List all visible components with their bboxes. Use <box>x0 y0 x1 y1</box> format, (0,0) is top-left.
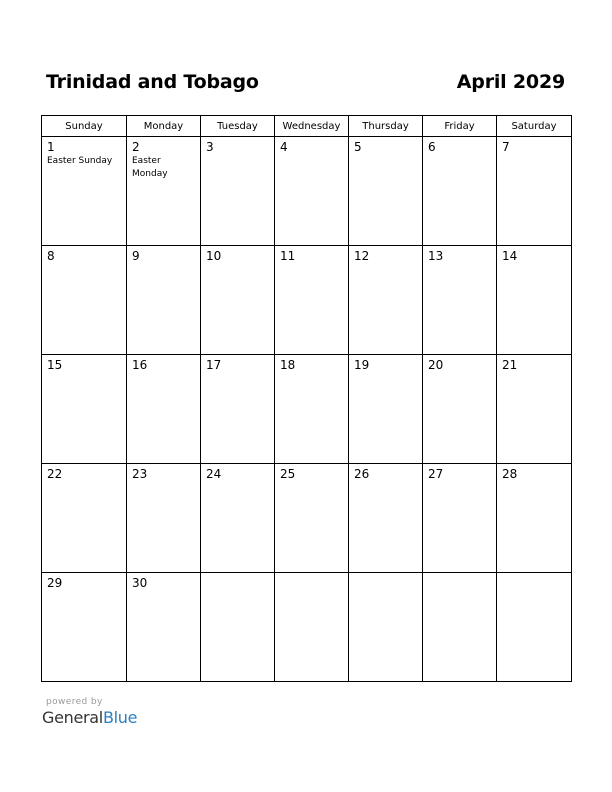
weekday-header: Wednesday <box>275 116 349 137</box>
day-number: 26 <box>354 467 370 481</box>
holiday-label: Easter Sunday <box>47 156 113 166</box>
day-number: 22 <box>47 467 63 481</box>
weekday-header: Saturday <box>497 116 572 137</box>
day-number: 20 <box>428 358 444 372</box>
day-cell <box>349 573 423 682</box>
day-cell <box>275 137 349 246</box>
holiday-label: Easter Monday <box>132 156 168 179</box>
day-cell <box>201 464 275 573</box>
day-number: 4 <box>280 140 288 154</box>
day-number: 8 <box>47 249 55 263</box>
day-number: 16 <box>132 358 148 372</box>
day-cell <box>275 573 349 682</box>
day-cell <box>127 573 201 682</box>
day-cell <box>497 464 572 573</box>
country-title: Trinidad and Tobago <box>46 71 259 93</box>
day-number: 7 <box>502 140 510 154</box>
day-number: 15 <box>47 358 63 372</box>
day-number: 30 <box>132 576 148 590</box>
day-number: 3 <box>206 140 214 154</box>
month-title: April 2029 <box>456 71 565 93</box>
day-cell <box>423 246 497 355</box>
day-cell <box>201 573 275 682</box>
day-number: 24 <box>206 467 222 481</box>
day-number: 13 <box>428 249 444 263</box>
weekday-header: Tuesday <box>201 116 275 137</box>
day-cell <box>42 137 127 246</box>
day-number: 23 <box>132 467 148 481</box>
day-number: 28 <box>502 467 518 481</box>
day-cell <box>497 246 572 355</box>
day-cell <box>201 355 275 464</box>
day-cell <box>201 137 275 246</box>
day-number: 10 <box>206 249 222 263</box>
day-number: 18 <box>280 358 296 372</box>
day-cell <box>349 355 423 464</box>
day-cell <box>349 464 423 573</box>
brand-part2: Blue <box>102 708 138 727</box>
day-cell <box>497 137 572 246</box>
day-cell <box>42 355 127 464</box>
brand-part1: General <box>42 708 103 727</box>
powered-by-label: powered by <box>46 697 103 707</box>
day-cell <box>42 246 127 355</box>
week-row <box>42 573 572 682</box>
day-cell <box>423 137 497 246</box>
week-row <box>42 355 572 464</box>
day-cell <box>423 573 497 682</box>
day-cell <box>42 464 127 573</box>
generalblue-logo[interactable] <box>42 708 137 727</box>
day-cell <box>127 246 201 355</box>
week-row <box>42 137 572 246</box>
day-number: 25 <box>280 467 296 481</box>
day-cell <box>423 464 497 573</box>
day-number: 12 <box>354 249 370 263</box>
day-cell <box>423 355 497 464</box>
day-cell <box>275 355 349 464</box>
day-number: 1 <box>47 140 55 154</box>
day-number: 11 <box>280 249 296 263</box>
day-number: 9 <box>132 249 140 263</box>
week-row <box>42 464 572 573</box>
day-number: 19 <box>354 358 370 372</box>
day-cell <box>201 246 275 355</box>
calendar-grid <box>41 115 572 682</box>
day-number: 6 <box>428 140 436 154</box>
day-cell <box>497 573 572 682</box>
day-number: 14 <box>502 249 518 263</box>
day-number: 21 <box>502 358 518 372</box>
day-cell <box>349 246 423 355</box>
week-row <box>42 246 572 355</box>
day-cell <box>127 137 201 246</box>
day-cell <box>127 464 201 573</box>
day-number: 27 <box>428 467 444 481</box>
weekday-header: Thursday <box>349 116 423 137</box>
day-number: 17 <box>206 358 222 372</box>
day-cell <box>275 464 349 573</box>
weekday-header: Friday <box>423 116 497 137</box>
day-number: 5 <box>354 140 362 154</box>
day-number: 29 <box>47 576 63 590</box>
day-cell <box>275 246 349 355</box>
weekday-header: Monday <box>127 116 201 137</box>
weekday-header: Sunday <box>42 116 127 137</box>
day-number: 2 <box>132 140 140 154</box>
weekday-header-row <box>42 116 572 137</box>
day-cell <box>349 137 423 246</box>
day-cell <box>42 573 127 682</box>
day-cell <box>497 355 572 464</box>
day-cell <box>127 355 201 464</box>
